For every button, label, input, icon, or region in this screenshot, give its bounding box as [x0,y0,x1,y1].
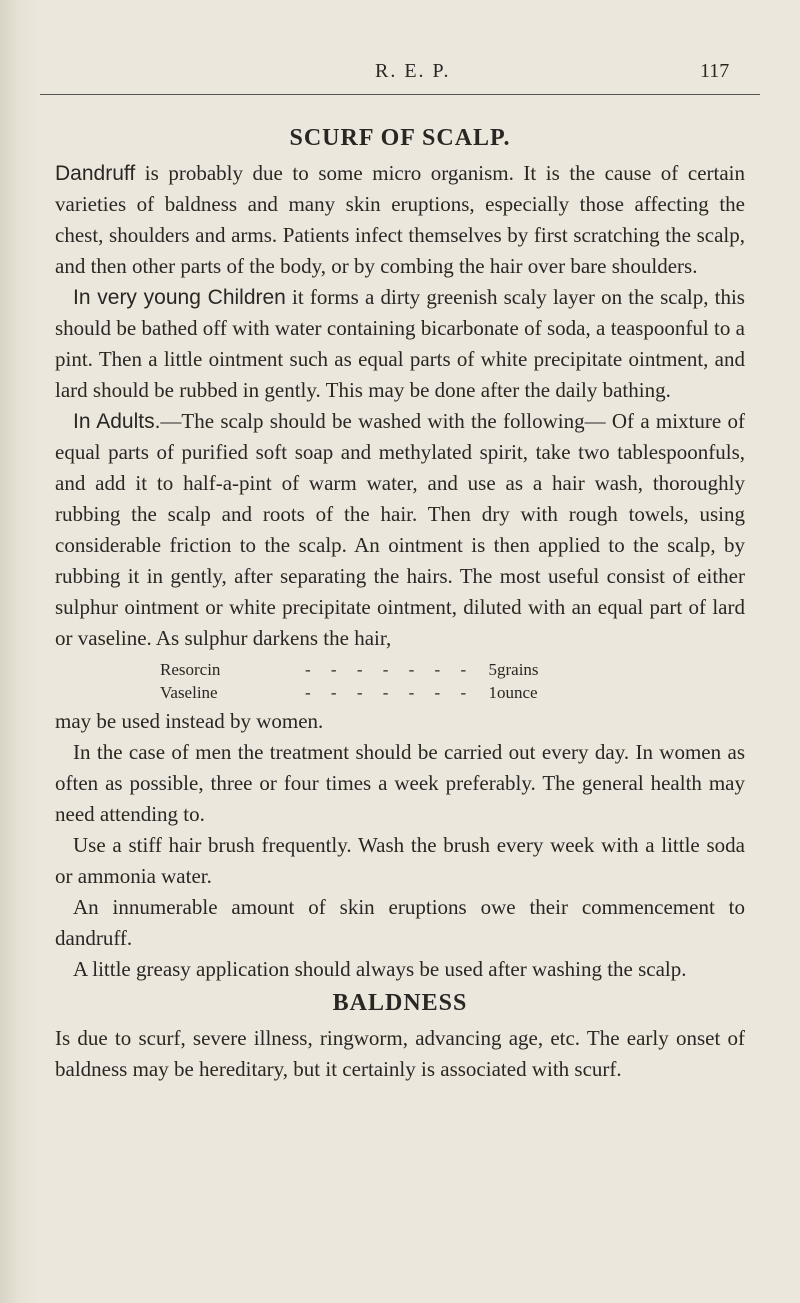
running-title: R. E. P. [375,60,451,82]
recipe-row [160,681,539,704]
paragraph-dandruff [55,158,745,282]
recipe-dashes: - - - - - - - [305,660,475,679]
paragraph-greasy-application: A little greasy application should always be used after washing the scalp. [73,957,687,981]
section-title-baldness: BALDNESS [332,990,468,1016]
paragraph-hair-brush: Use a stiff hair brush frequently. Wash the brush every week with a little soda or ammonia water. [55,833,745,888]
recipe-table [160,658,539,704]
lead-dandruff: Dandruff [55,162,136,185]
paragraph-children [55,282,745,406]
paragraph-baldness: Is due to scurf, severe illness, ringworm, advancing age, etc. The early onset of baldness may be hereditary, but it certainly is associated with scurf. [55,1026,745,1081]
paragraph-adults [55,406,745,654]
paragraph-skin-eruptions: An innumerable amount of skin eruptions owe their commencement to dandruff. [55,895,745,950]
recipe-amount: 1 [488,683,497,702]
recipe-amount: 5 [488,660,497,679]
recipe-ingredient: Vaseline [160,683,218,702]
paragraph-text: is probably due to some micro organism. It is the cause of certain varieties of baldness and many skin eruptions, especially those affecting the chest, shoulders and arms. Patients infect themselves by first scratching the scalp, and then other parts of the body, or by combing the hair over bare shoulders. [55,161,745,278]
page-body [55,124,745,1085]
lead-adults: In Adults. [73,410,161,433]
page-number: 117 [700,60,730,82]
section-title-scurf: SCURF OF SCALP. [289,125,511,151]
recipe-ingredient: Resorcin [160,660,221,679]
lead-children: In very young Children [73,286,286,309]
recipe-row [160,658,539,681]
header-rule [40,94,760,95]
page-header [0,60,800,90]
paragraph-women-use: may be used instead by women. [55,709,324,733]
paragraph-text: it forms a dirty greenish scaly layer on the scalp, this should be bathed off with water containing bicarbonate of soda, a teaspoonful to a pint. Then a little ointment such as equal parts of white precipitate ointment, and lard should be rubbed in gently. This may be done after the daily bathing. [55,285,745,402]
recipe-dashes: - - - - - - - [305,683,475,702]
recipe-unit: ounce [497,683,538,702]
paragraph-text: —The scalp should be washed with the following— Of a mixture of equal parts of purified soft soap and methylated spirit, take two tablespoonfuls, and add it to half-a-pint of warm water, and use as a hair wash, thoroughly rubbing the scalp and roots of the hair. Then dry with rough towels, using considerable friction to the scalp. An ointment is then applied to the scalp, by rubbing it in gently, after separating the hairs. The most useful consist of either sulphur ointment or white precipitate ointment, diluted with an equal part of lard or vaseline. As sulphur darkens the hair, [55,409,746,650]
recipe-unit: grains [497,660,539,679]
paragraph-treatment-frequency: In the case of men the treatment should be carried out every day. In women as often as possible, three or four times a week preferably. The general health may need attending to. [55,740,745,826]
